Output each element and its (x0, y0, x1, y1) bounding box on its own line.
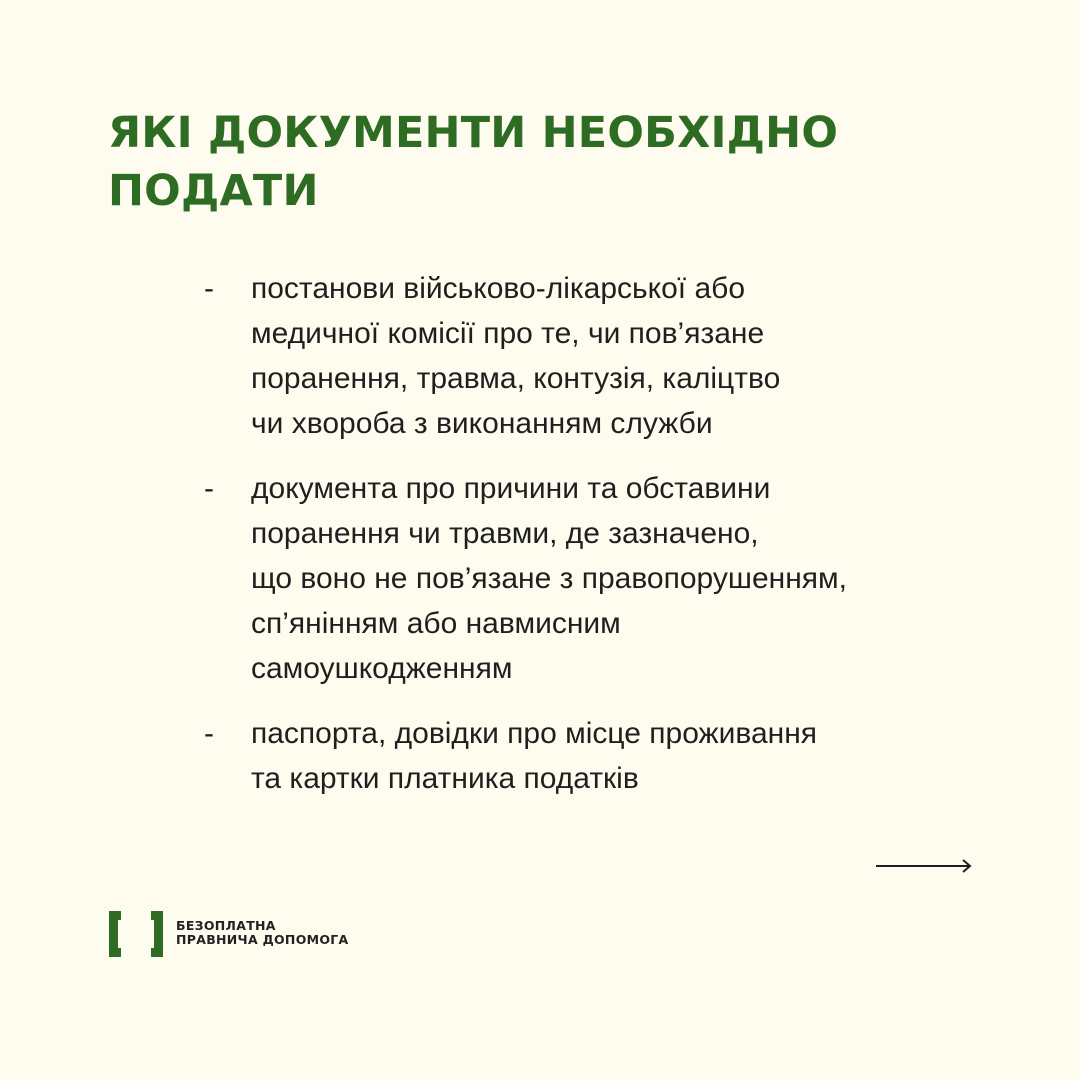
item-line: поранення чи травми, де зазначено, (251, 517, 759, 550)
page-title (108, 104, 908, 220)
logo-text (176, 919, 349, 947)
list-item (204, 266, 1024, 446)
item-line: що воно не пов’язане з правопорушенням, (251, 562, 847, 595)
item-line: чи хвороба з виконанням служби (251, 407, 713, 440)
logo-line: БЕЗОПЛАТНА (176, 918, 276, 933)
logo (108, 910, 378, 960)
title-line: ПОДАТИ (108, 166, 319, 216)
item-line: та картки платника податків (251, 762, 639, 795)
item-line: сп’янінням або навмисним (251, 607, 621, 640)
bracket-logo-icon (108, 910, 164, 958)
item-line: постанови військово-лікарської або (251, 272, 746, 305)
documents-list (204, 266, 1024, 821)
bullet-dash: - (204, 717, 214, 750)
list-item (204, 466, 1024, 691)
bullet-dash: - (204, 472, 214, 505)
arrow-right-icon[interactable] (876, 856, 972, 876)
item-line: медичної комісії про те, чи пов’язане (251, 317, 765, 350)
logo-line: ПРАВНИЧА ДОПОМОГА (176, 932, 349, 947)
item-line: поранення, травма, контузія, каліцтво (251, 362, 781, 395)
title-line: ЯКІ ДОКУМЕНТИ НЕОБХІДНО (108, 108, 839, 158)
item-line: самоушкодженням (251, 652, 513, 685)
bullet-dash: - (204, 272, 214, 305)
list-item (204, 711, 1024, 801)
item-line: документа про причини та обставини (251, 472, 771, 505)
item-line: паспорта, довідки про місце проживання (251, 717, 818, 750)
